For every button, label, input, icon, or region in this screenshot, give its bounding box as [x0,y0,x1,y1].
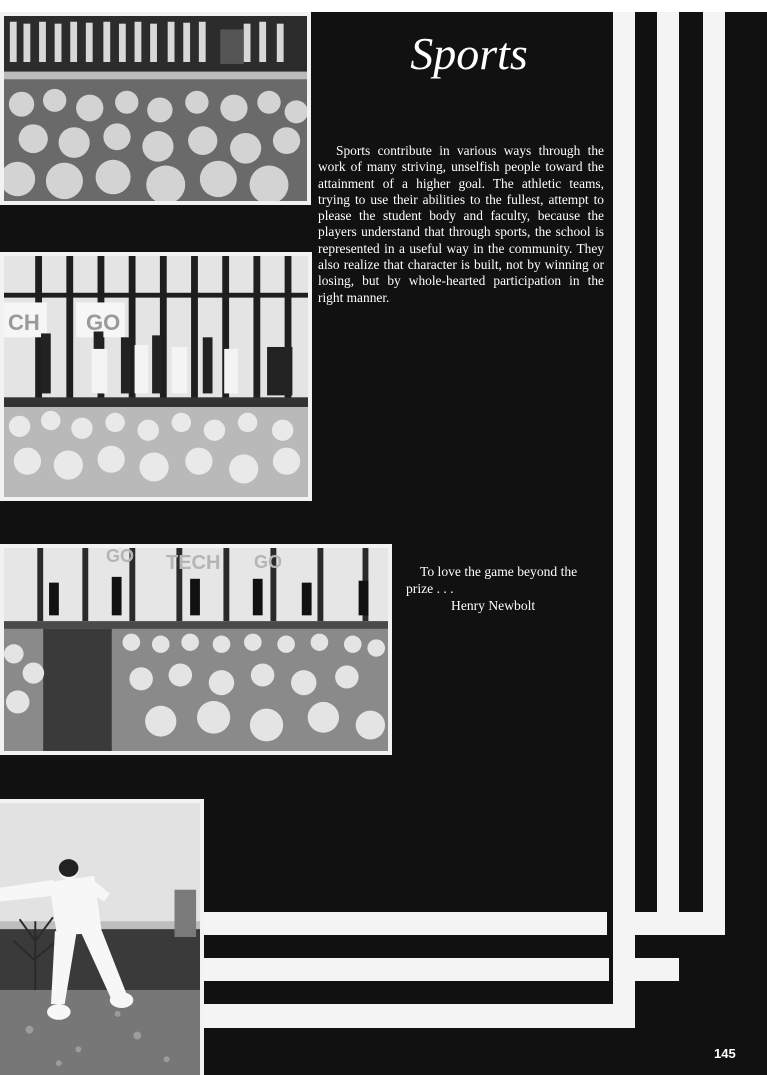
stripe-gap-1 [635,12,657,912]
stripe-connector-1 [635,912,657,935]
stripe-gap-3 [657,935,679,958]
quote-block [406,563,606,614]
stripe-vertical-1 [613,12,635,1028]
page-number: 145 [714,1046,736,1061]
intro-paragraph: Sports contribute in various ways through the work of many striving, unselfish people toward the attainment of a higher goal. The athletic teams, trying to use their abilities to the fullest, attempt to please the student body and faculty, because the players understand that through sports, the school is represented in a useful way in the community. They also realize that character is built, not by winning or losing, but by whole-hearted participation in the right manner. [318,143,604,305]
stripe-connector-2 [679,912,725,935]
athlete-photo [0,799,204,1075]
cheer-sign-go-left: GO [106,546,135,566]
page-title: Sports [410,28,528,79]
quote-text: To love the game beyond the prize . . . [406,564,578,596]
cheer-sign-go-right: GO [254,552,283,572]
cheer-sign-tech: TECH [166,552,221,574]
cheerleaders-photo [0,544,392,755]
stage-sign-right: GO [86,310,121,335]
quote-author: Henry Newbolt [451,598,536,613]
stripe-vertical-2 [657,12,679,980]
stripe-vertical-3 [703,12,725,934]
stripe-horizontal-3 [204,1004,635,1028]
stripe-connector-3 [635,958,679,981]
stripe-horizontal-1 [204,912,607,935]
stripe-horizontal-2 [204,958,609,981]
assembly-crowd-photo [0,12,311,205]
stage-sign-left: CH [8,310,40,335]
stripe-gap-2 [679,12,703,912]
stage-ceremony-photo [0,252,312,501]
